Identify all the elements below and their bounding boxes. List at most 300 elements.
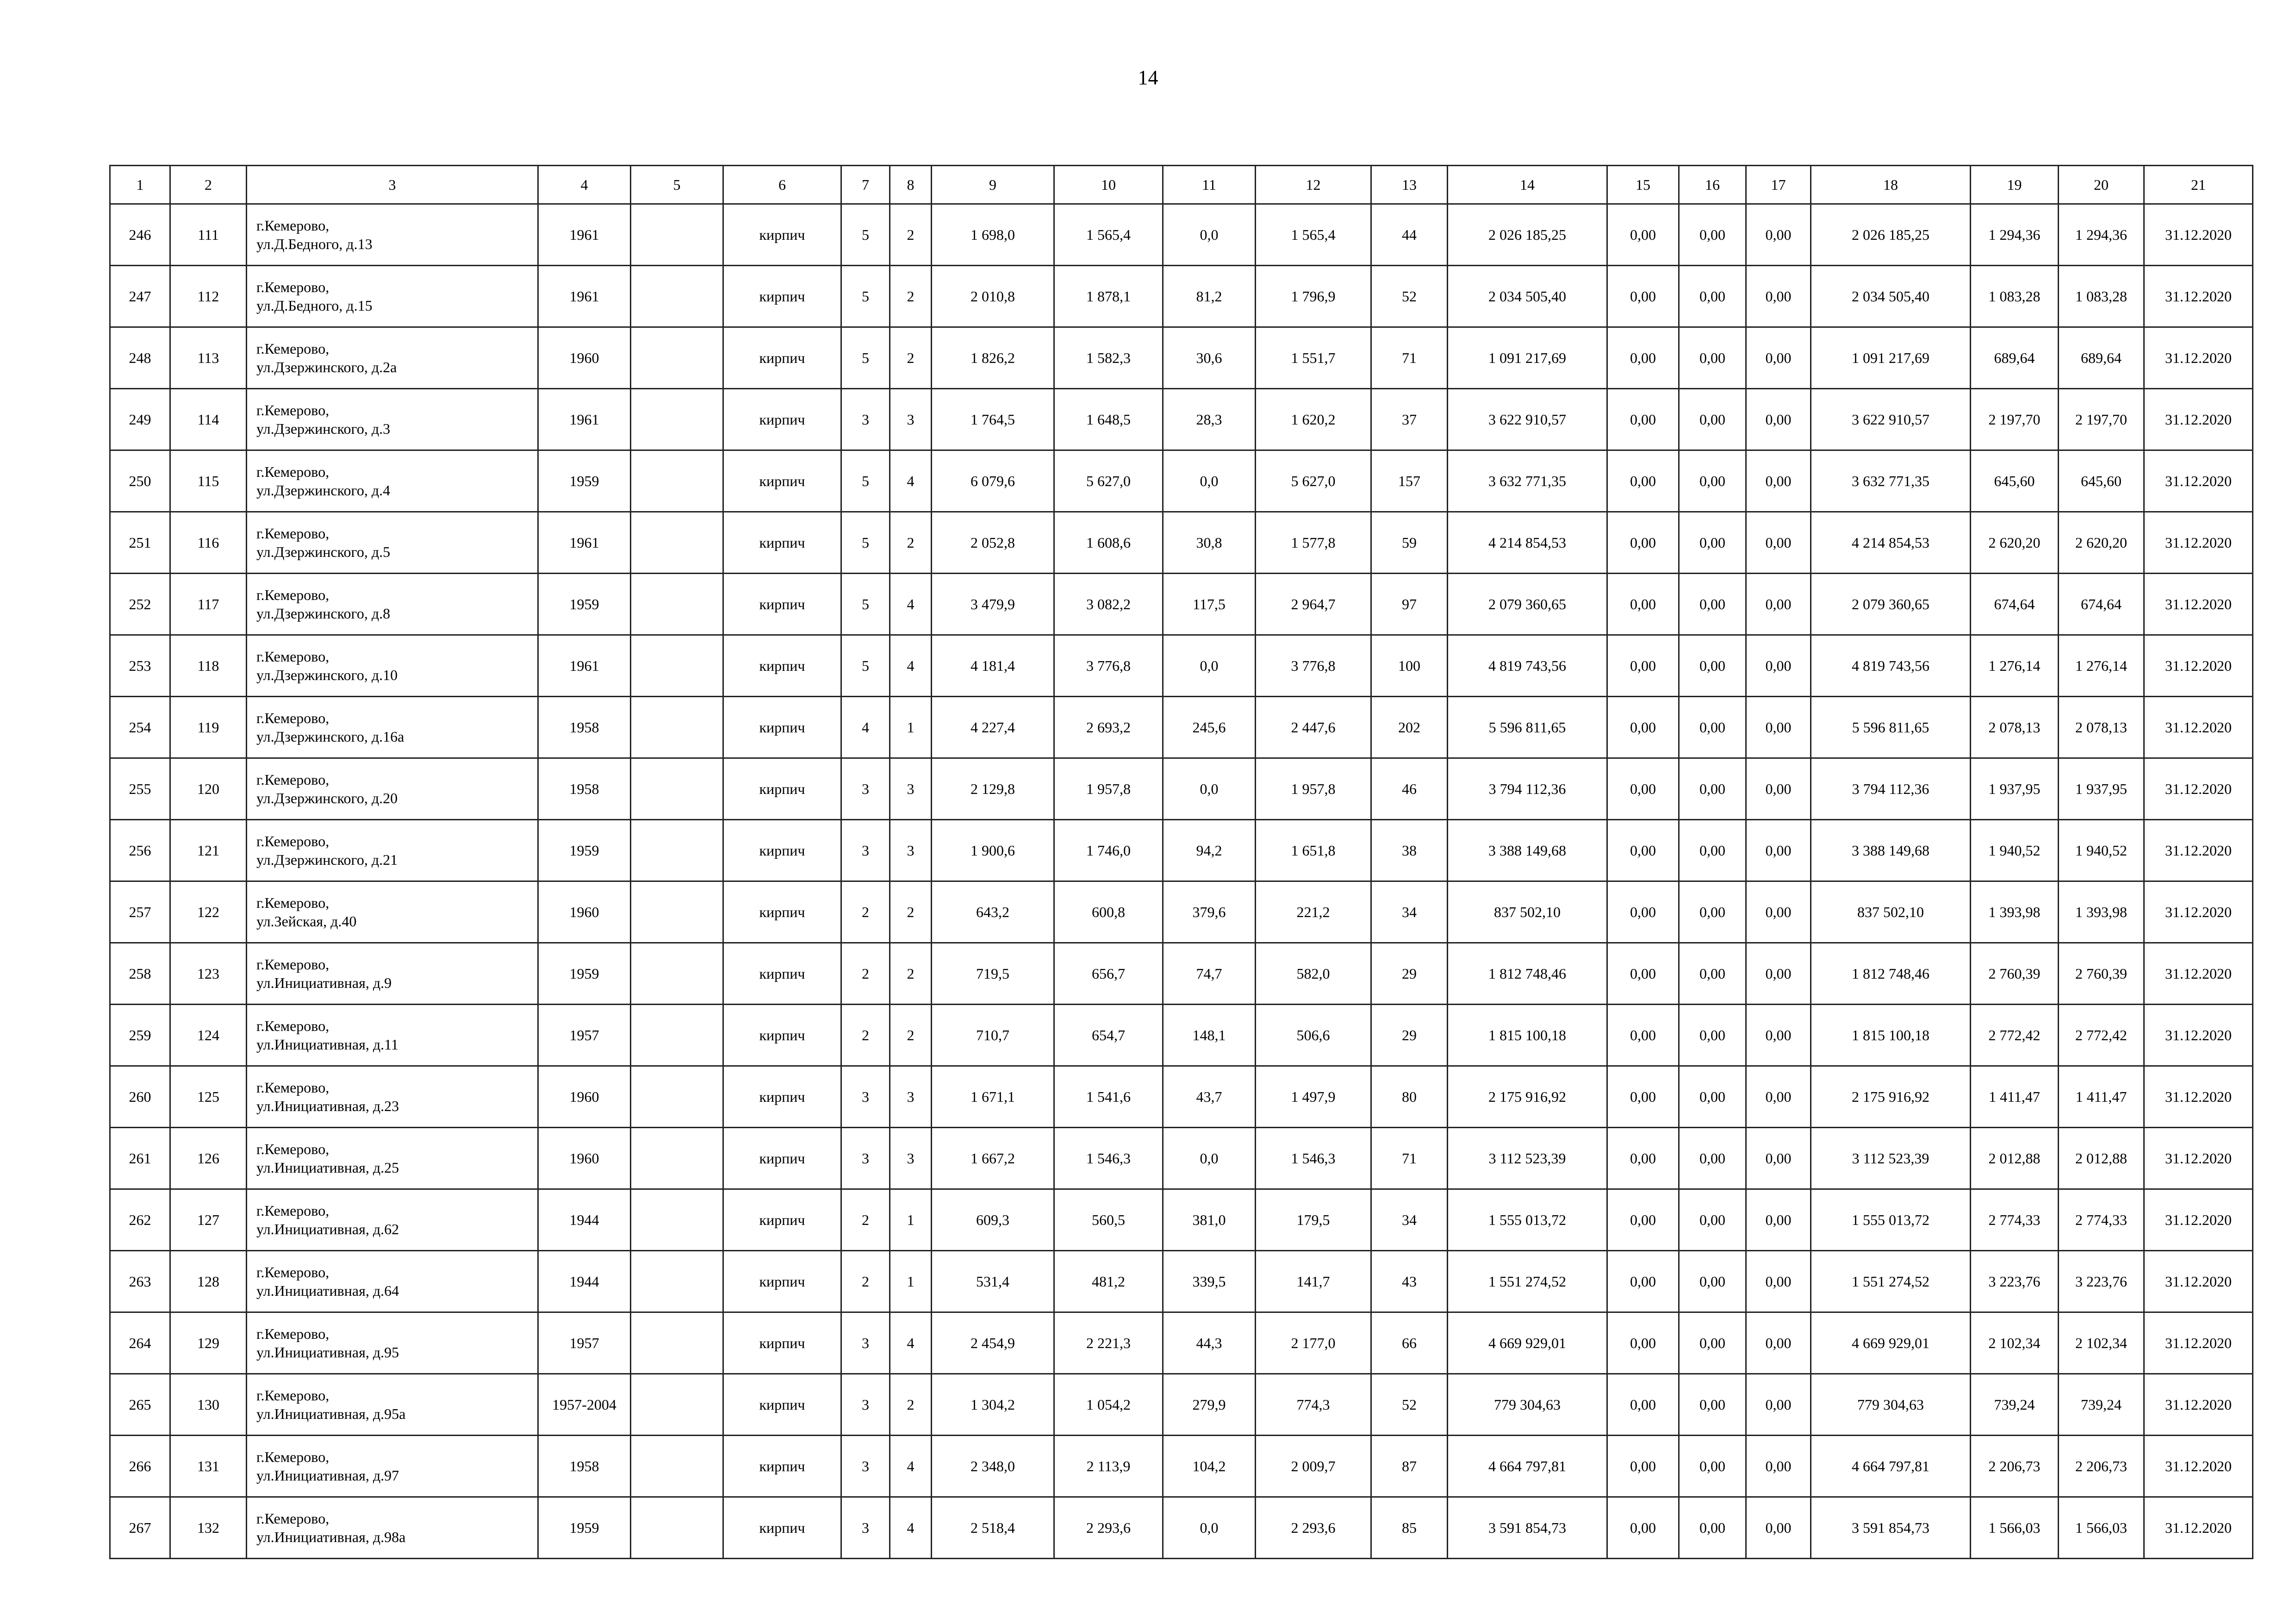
- table-cell: 1 957,8: [1256, 758, 1371, 820]
- address-street: ул.Дзержинского, д.20: [256, 790, 398, 806]
- table-cell: кирпич: [723, 1128, 841, 1189]
- table-cell: 2 026 185,25: [1448, 204, 1607, 266]
- address-cell: [247, 450, 538, 512]
- column-number-cell: 6: [723, 166, 841, 204]
- table-cell: 0,00: [1679, 697, 1746, 758]
- table-cell: 339,5: [1163, 1251, 1256, 1312]
- table-cell: [631, 635, 723, 697]
- table-cell: 0,00: [1607, 1497, 1679, 1559]
- table-cell: 31.12.2020: [2144, 327, 2253, 389]
- table-cell: 4 227,4: [932, 697, 1054, 758]
- table-cell: 0,00: [1607, 635, 1679, 697]
- address-street: ул.Инициативная, д.98а: [256, 1529, 406, 1545]
- address-street: ул.Инициативная, д.64: [256, 1282, 399, 1299]
- table-cell: 837 502,10: [1448, 881, 1607, 943]
- table-cell: 0,00: [1746, 1128, 1811, 1189]
- table-cell: кирпич: [723, 1189, 841, 1251]
- table-cell: 0,00: [1607, 697, 1679, 758]
- table-cell: 3: [890, 758, 932, 820]
- table-cell: 2 175 916,92: [1448, 1066, 1607, 1128]
- table-cell: кирпич: [723, 266, 841, 327]
- column-number-cell: 9: [932, 166, 1054, 204]
- address-street: ул.Инициативная, д.11: [256, 1036, 398, 1053]
- table-row: [110, 1251, 2253, 1312]
- table-cell: 1 546,3: [1256, 1128, 1371, 1189]
- table-cell: 31.12.2020: [2144, 635, 2253, 697]
- table-cell: кирпич: [723, 697, 841, 758]
- table-cell: 250: [110, 450, 170, 512]
- table-cell: 3: [890, 389, 932, 450]
- table-cell: 3: [841, 1497, 890, 1559]
- table-cell: 1 671,1: [932, 1066, 1054, 1128]
- table-cell: 3 776,8: [1054, 635, 1163, 697]
- table-cell: 3 112 523,39: [1448, 1128, 1607, 1189]
- address-street: ул.Д.Бедного, д.15: [256, 297, 373, 314]
- table-cell: 1 815 100,18: [1448, 1005, 1607, 1066]
- table-row: [110, 820, 2253, 881]
- address-city: г.Кемерово,: [256, 956, 330, 973]
- table-cell: 5: [841, 327, 890, 389]
- address-cell: [247, 204, 538, 266]
- table-cell: 0,00: [1746, 512, 1811, 574]
- table-cell: 30,6: [1163, 327, 1256, 389]
- table-cell: 2 102,34: [1971, 1312, 2059, 1374]
- table-cell: 1961: [538, 204, 631, 266]
- table-cell: 0,00: [1679, 1497, 1746, 1559]
- table-cell: 249: [110, 389, 170, 450]
- table-cell: 645,60: [1971, 450, 2059, 512]
- table-cell: 0,00: [1607, 1128, 1679, 1189]
- table-cell: 59: [1371, 512, 1448, 574]
- table-cell: 1 551,7: [1256, 327, 1371, 389]
- table-cell: 6 079,6: [932, 450, 1054, 512]
- table-cell: 2 102,34: [2059, 1312, 2144, 1374]
- table-cell: 252: [110, 574, 170, 635]
- table-cell: 2 772,42: [1971, 1005, 2059, 1066]
- table-cell: кирпич: [723, 1005, 841, 1066]
- table-cell: 3 591 854,73: [1448, 1497, 1607, 1559]
- table-row: [110, 1005, 2253, 1066]
- table-cell: 2 009,7: [1256, 1436, 1371, 1497]
- table-cell: 5 596 811,65: [1811, 697, 1971, 758]
- table-cell: кирпич: [723, 1312, 841, 1374]
- table-cell: 2 760,39: [1971, 943, 2059, 1005]
- table-cell: 2 964,7: [1256, 574, 1371, 635]
- table-cell: 141,7: [1256, 1251, 1371, 1312]
- address-city: г.Кемерово,: [256, 1079, 330, 1096]
- table-cell: 1960: [538, 327, 631, 389]
- table-cell: 1 555 013,72: [1811, 1189, 1971, 1251]
- table-cell: 112: [170, 266, 247, 327]
- table-cell: [631, 820, 723, 881]
- address-city: г.Кемерово,: [256, 587, 330, 603]
- table-cell: 179,5: [1256, 1189, 1371, 1251]
- table-cell: 2 010,8: [932, 266, 1054, 327]
- table-cell: 2 177,0: [1256, 1312, 1371, 1374]
- table-cell: 0,00: [1607, 1312, 1679, 1374]
- table-cell: 1959: [538, 450, 631, 512]
- table-cell: 0,00: [1679, 1066, 1746, 1128]
- table-cell: 0,00: [1607, 1436, 1679, 1497]
- table-cell: 127: [170, 1189, 247, 1251]
- table-cell: 2 129,8: [932, 758, 1054, 820]
- table-cell: 2 518,4: [932, 1497, 1054, 1559]
- table-cell: 0,00: [1679, 266, 1746, 327]
- column-number-cell: 13: [1371, 166, 1448, 204]
- table-cell: [631, 204, 723, 266]
- table-cell: 0,00: [1746, 450, 1811, 512]
- table-cell: 4: [890, 450, 932, 512]
- table-cell: 0,00: [1679, 820, 1746, 881]
- table-cell: кирпич: [723, 574, 841, 635]
- table-cell: 1 582,3: [1054, 327, 1163, 389]
- address-city: г.Кемерово,: [256, 525, 330, 542]
- table-cell: 3 591 854,73: [1811, 1497, 1971, 1559]
- table-cell: 837 502,10: [1811, 881, 1971, 943]
- table-cell: 1: [890, 1251, 932, 1312]
- table-cell: 262: [110, 1189, 170, 1251]
- table-cell: 0,00: [1607, 1005, 1679, 1066]
- table-cell: 1 608,6: [1054, 512, 1163, 574]
- table-cell: 1 555 013,72: [1448, 1189, 1607, 1251]
- table-cell: 1961: [538, 635, 631, 697]
- table-cell: 0,00: [1746, 758, 1811, 820]
- table-cell: 4: [841, 697, 890, 758]
- table-cell: 0,00: [1746, 327, 1811, 389]
- table-cell: 44: [1371, 204, 1448, 266]
- address-city: г.Кемерово,: [256, 1510, 330, 1527]
- table-cell: 2: [841, 1005, 890, 1066]
- table-cell: 1960: [538, 1128, 631, 1189]
- table-cell: 31.12.2020: [2144, 389, 2253, 450]
- table-cell: 247: [110, 266, 170, 327]
- table-cell: 2 772,42: [2059, 1005, 2144, 1066]
- table-cell: 1 565,4: [1054, 204, 1163, 266]
- table-cell: кирпич: [723, 1251, 841, 1312]
- table-cell: 2 293,6: [1256, 1497, 1371, 1559]
- table-cell: [631, 574, 723, 635]
- table-cell: 774,3: [1256, 1374, 1371, 1436]
- table-cell: 0,00: [1607, 820, 1679, 881]
- table-cell: 120: [170, 758, 247, 820]
- table-cell: 0,00: [1679, 758, 1746, 820]
- table-cell: 1958: [538, 697, 631, 758]
- table-cell: 1 566,03: [2059, 1497, 2144, 1559]
- table-cell: 28,3: [1163, 389, 1256, 450]
- table-cell: 1960: [538, 1066, 631, 1128]
- table-cell: 157: [1371, 450, 1448, 512]
- address-cell: [247, 574, 538, 635]
- table-row: [110, 1128, 2253, 1189]
- address-cell: [247, 1497, 538, 1559]
- table-cell: 31.12.2020: [2144, 204, 2253, 266]
- table-cell: 0,00: [1679, 1374, 1746, 1436]
- table-cell: [631, 943, 723, 1005]
- table-cell: 2 206,73: [1971, 1436, 2059, 1497]
- table-cell: 0,00: [1746, 820, 1811, 881]
- table-cell: 5: [841, 266, 890, 327]
- table-row: [110, 635, 2253, 697]
- table-cell: 1 551 274,52: [1811, 1251, 1971, 1312]
- table-cell: [631, 1374, 723, 1436]
- table-cell: 0,0: [1163, 1497, 1256, 1559]
- table-cell: 0,00: [1607, 450, 1679, 512]
- address-cell: [247, 820, 538, 881]
- address-street: ул.Инициативная, д.95: [256, 1344, 399, 1361]
- address-street: ул.Инициативная, д.9: [256, 974, 392, 991]
- table-cell: 1961: [538, 389, 631, 450]
- table-cell: 3 388 149,68: [1811, 820, 1971, 881]
- table-row: [110, 758, 2253, 820]
- address-cell: [247, 943, 538, 1005]
- table-cell: 609,3: [932, 1189, 1054, 1251]
- table-cell: 31.12.2020: [2144, 1189, 2253, 1251]
- table-cell: 121: [170, 820, 247, 881]
- address-cell: [247, 1312, 538, 1374]
- table-cell: 248: [110, 327, 170, 389]
- table-cell: 1 796,9: [1256, 266, 1371, 327]
- table-cell: 132: [170, 1497, 247, 1559]
- table-cell: 1 698,0: [932, 204, 1054, 266]
- table-cell: 645,60: [2059, 450, 2144, 512]
- table-cell: 506,6: [1256, 1005, 1371, 1066]
- table-cell: [631, 1436, 723, 1497]
- table-cell: 3 776,8: [1256, 635, 1371, 697]
- table-cell: 719,5: [932, 943, 1054, 1005]
- address-cell: [247, 697, 538, 758]
- table-cell: [631, 1497, 723, 1559]
- table-cell: 253: [110, 635, 170, 697]
- table-cell: 71: [1371, 1128, 1448, 1189]
- address-street: ул.Дзержинского, д.10: [256, 667, 398, 683]
- table-cell: 255: [110, 758, 170, 820]
- table-cell: 582,0: [1256, 943, 1371, 1005]
- table-cell: 4 664 797,81: [1811, 1436, 1971, 1497]
- address-city: г.Кемерово,: [256, 833, 330, 849]
- table-cell: 0,0: [1163, 450, 1256, 512]
- table-cell: 3: [841, 1128, 890, 1189]
- table-cell: 1 651,8: [1256, 820, 1371, 881]
- table-cell: 2 454,9: [932, 1312, 1054, 1374]
- table-row: [110, 1497, 2253, 1559]
- table-cell: 31.12.2020: [2144, 1251, 2253, 1312]
- table-cell: 0,00: [1679, 204, 1746, 266]
- table-cell: 739,24: [1971, 1374, 2059, 1436]
- table-cell: 126: [170, 1128, 247, 1189]
- column-number-cell: 4: [538, 166, 631, 204]
- table-cell: 116: [170, 512, 247, 574]
- table-cell: 129: [170, 1312, 247, 1374]
- table-cell: 117,5: [1163, 574, 1256, 635]
- address-street: ул.Зейская, д.40: [256, 913, 357, 930]
- table-cell: 94,2: [1163, 820, 1256, 881]
- table-cell: 689,64: [1971, 327, 2059, 389]
- table-cell: 710,7: [932, 1005, 1054, 1066]
- table-cell: 2: [890, 327, 932, 389]
- table-cell: 3 223,76: [1971, 1251, 2059, 1312]
- table-cell: 31.12.2020: [2144, 574, 2253, 635]
- table-cell: 261: [110, 1128, 170, 1189]
- table-cell: 0,0: [1163, 204, 1256, 266]
- table-cell: 1: [890, 697, 932, 758]
- address-city: г.Кемерово,: [256, 1141, 330, 1157]
- table-cell: 1 294,36: [2059, 204, 2144, 266]
- table-row: [110, 1374, 2253, 1436]
- table-cell: 46: [1371, 758, 1448, 820]
- table-cell: 2 113,9: [1054, 1436, 1163, 1497]
- table-cell: 1 878,1: [1054, 266, 1163, 327]
- table-cell: 0,00: [1746, 1005, 1811, 1066]
- column-number-cell: 12: [1256, 166, 1371, 204]
- table-cell: 4 669 929,01: [1448, 1312, 1607, 1374]
- table-cell: 85: [1371, 1497, 1448, 1559]
- table-cell: 2 078,13: [2059, 697, 2144, 758]
- address-street: ул.Дзержинского, д.3: [256, 420, 391, 437]
- table-cell: 0,00: [1679, 1005, 1746, 1066]
- table-cell: 100: [1371, 635, 1448, 697]
- housing-register-table: [109, 165, 2253, 1559]
- table-cell: 1 054,2: [1054, 1374, 1163, 1436]
- table-cell: 3: [841, 1436, 890, 1497]
- table-cell: 5 627,0: [1256, 450, 1371, 512]
- table-cell: 0,00: [1746, 1251, 1811, 1312]
- table-cell: 2 012,88: [2059, 1128, 2144, 1189]
- table-cell: 1 276,14: [1971, 635, 2059, 697]
- table-cell: 481,2: [1054, 1251, 1163, 1312]
- table-cell: 246: [110, 204, 170, 266]
- table-cell: 560,5: [1054, 1189, 1163, 1251]
- address-cell: [247, 1005, 538, 1066]
- column-number-cell: 15: [1607, 166, 1679, 204]
- table-cell: 1959: [538, 1497, 631, 1559]
- table-cell: [631, 450, 723, 512]
- address-street: ул.Дзержинского, д.4: [256, 482, 391, 499]
- table-cell: 600,8: [1054, 881, 1163, 943]
- table-cell: 31.12.2020: [2144, 881, 2253, 943]
- table-cell: 3: [841, 820, 890, 881]
- table-cell: 2 034 505,40: [1811, 266, 1971, 327]
- table-cell: 643,2: [932, 881, 1054, 943]
- table-row: [110, 450, 2253, 512]
- table-cell: 2 206,73: [2059, 1436, 2144, 1497]
- table-cell: 379,6: [1163, 881, 1256, 943]
- table-cell: 2: [890, 204, 932, 266]
- table-cell: 1958: [538, 1436, 631, 1497]
- table-cell: 251: [110, 512, 170, 574]
- address-cell: [247, 1251, 538, 1312]
- table-cell: 1 497,9: [1256, 1066, 1371, 1128]
- table-cell: 3 622 910,57: [1811, 389, 1971, 450]
- table-cell: 3 082,2: [1054, 574, 1163, 635]
- table-row: [110, 327, 2253, 389]
- table-cell: 0,00: [1679, 1189, 1746, 1251]
- table-cell: 4: [890, 574, 932, 635]
- table-cell: 29: [1371, 943, 1448, 1005]
- table-cell: 1 940,52: [2059, 820, 2144, 881]
- table-cell: 739,24: [2059, 1374, 2144, 1436]
- address-cell: [247, 266, 538, 327]
- table-cell: 34: [1371, 1189, 1448, 1251]
- table-cell: 0,00: [1746, 1312, 1811, 1374]
- column-number-cell: 18: [1811, 166, 1971, 204]
- table-cell: 1 815 100,18: [1811, 1005, 1971, 1066]
- table-cell: 0,00: [1679, 1312, 1746, 1374]
- table-cell: 3 223,76: [2059, 1251, 2144, 1312]
- address-city: г.Кемерово,: [256, 1202, 330, 1219]
- address-cell: [247, 1436, 538, 1497]
- table-cell: 1959: [538, 574, 631, 635]
- table-cell: 1958: [538, 758, 631, 820]
- address-cell: [247, 1189, 538, 1251]
- table-cell: 31.12.2020: [2144, 512, 2253, 574]
- table-cell: 381,0: [1163, 1189, 1256, 1251]
- table-cell: 52: [1371, 266, 1448, 327]
- table-cell: 689,64: [2059, 327, 2144, 389]
- table-cell: кирпич: [723, 820, 841, 881]
- table-cell: 5 596 811,65: [1448, 697, 1607, 758]
- table-row: [110, 1312, 2253, 1374]
- table-cell: кирпич: [723, 389, 841, 450]
- table-cell: 779 304,63: [1448, 1374, 1607, 1436]
- table-cell: [631, 389, 723, 450]
- table-cell: 3: [841, 1066, 890, 1128]
- address-cell: [247, 635, 538, 697]
- table-cell: 4: [890, 1312, 932, 1374]
- table-cell: 0,00: [1607, 327, 1679, 389]
- table-cell: 43: [1371, 1251, 1448, 1312]
- table-cell: 31.12.2020: [2144, 1005, 2253, 1066]
- table-cell: 265: [110, 1374, 170, 1436]
- table-cell: кирпич: [723, 758, 841, 820]
- table-cell: 267: [110, 1497, 170, 1559]
- address-city: г.Кемерово,: [256, 402, 330, 418]
- column-number-cell: 1: [110, 166, 170, 204]
- address-street: ул.Инициативная, д.62: [256, 1221, 399, 1237]
- table-row: [110, 1066, 2253, 1128]
- page-number: 14: [1138, 66, 1158, 89]
- table-cell: 128: [170, 1251, 247, 1312]
- table-cell: 4 181,4: [932, 635, 1054, 697]
- address-cell: [247, 758, 538, 820]
- table-cell: 2 620,20: [1971, 512, 2059, 574]
- table-cell: 1 551 274,52: [1448, 1251, 1607, 1312]
- address-cell: [247, 1066, 538, 1128]
- table-cell: 2 693,2: [1054, 697, 1163, 758]
- table-cell: 2 026 185,25: [1811, 204, 1971, 266]
- table-cell: 0,00: [1679, 512, 1746, 574]
- table-cell: 2 774,33: [1971, 1189, 2059, 1251]
- table-cell: 2: [841, 943, 890, 1005]
- table-cell: кирпич: [723, 1436, 841, 1497]
- table-cell: 0,0: [1163, 758, 1256, 820]
- table-cell: 1959: [538, 943, 631, 1005]
- table-cell: 87: [1371, 1436, 1448, 1497]
- table-cell: 263: [110, 1251, 170, 1312]
- table-cell: 1 940,52: [1971, 820, 2059, 881]
- table-cell: 2: [890, 266, 932, 327]
- column-number-cell: 8: [890, 166, 932, 204]
- column-number-cell: 19: [1971, 166, 2059, 204]
- table-cell: 1 083,28: [2059, 266, 2144, 327]
- table-cell: 0,00: [1607, 1374, 1679, 1436]
- address-city: г.Кемерово,: [256, 279, 330, 295]
- table-cell: 3: [890, 820, 932, 881]
- table-cell: 124: [170, 1005, 247, 1066]
- table-cell: 2 348,0: [932, 1436, 1054, 1497]
- address-street: ул.Д.Бедного, д.13: [256, 236, 373, 252]
- table-cell: 2 197,70: [2059, 389, 2144, 450]
- table-cell: 0,00: [1679, 1251, 1746, 1312]
